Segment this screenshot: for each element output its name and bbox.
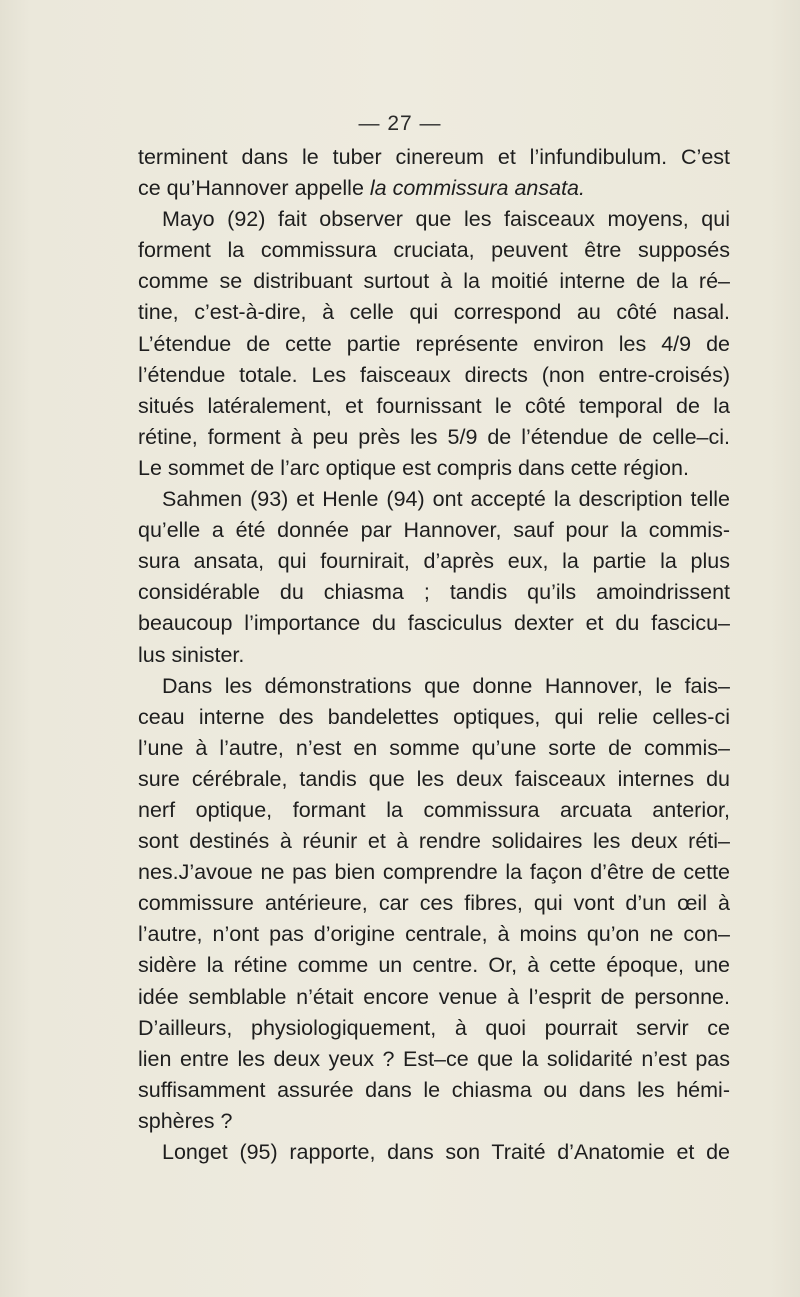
text-line — [138, 733, 730, 764]
text-line — [138, 1044, 730, 1075]
text-line — [138, 235, 730, 266]
text-line-content: qu’elle a été donnée par Hannover, sauf pour la commis- — [138, 518, 730, 543]
text-line — [138, 919, 730, 950]
text-line — [138, 1106, 730, 1137]
text-line — [138, 577, 730, 608]
text-line — [138, 546, 730, 577]
text-line-content: situés latéralement, et fournissant le côté temporal de la — [138, 393, 730, 418]
text-line — [138, 608, 730, 639]
page-number: — 27 — — [358, 112, 442, 135]
text-line — [138, 142, 730, 173]
text-line-content: terminent dans le tuber cinereum et l’infundibulum. C’est — [138, 145, 730, 169]
text-line-content: beaucoup l’importance du fasciculus dexter et du fascicu– — [138, 611, 730, 636]
text-line-content: nes.J’avoue ne pas bien comprendre la façon d’être de cette — [138, 860, 730, 885]
text-line — [138, 360, 730, 391]
text-line — [138, 1013, 730, 1044]
text-line-content: D’ailleurs, physiologiquement, à quoi pourrait servir ce — [138, 1015, 730, 1040]
text-line-content: Sahmen (93) et Henle (94) ont accepté la description telle — [162, 487, 730, 512]
text-line — [138, 204, 730, 235]
text-line-content: considérable du chiasma ; tandis qu’ils amoindrissent — [138, 580, 730, 605]
text-line — [138, 640, 730, 671]
text-line — [138, 795, 730, 826]
text-line-content: suffisamment assurée dans le chiasma ou dans les hémi- — [138, 1077, 730, 1102]
text-line — [138, 266, 730, 297]
text-line-content: sidère la rétine comme un centre. Or, à cette époque, une — [138, 953, 730, 978]
text-line — [138, 484, 730, 515]
text-line — [138, 422, 730, 453]
body-text — [138, 142, 730, 1168]
text-line — [138, 329, 730, 360]
text-line-content: l’étendue totale. Les faisceaux directs (non entre-croisés) — [138, 362, 730, 387]
text-line-content: idée semblable n’était encore venue à l’esprit de personne. — [138, 984, 730, 1009]
text-line — [138, 297, 730, 328]
text-line-content: Longet (95) rapporte, dans son Traité d’Anatomie et de — [162, 1140, 730, 1164]
text-line — [138, 1137, 730, 1168]
text-line-content: sure cérébrale, tandis que les deux faisceaux internes du — [138, 766, 730, 791]
text-line-content: Mayo (92) fait observer que les faisceaux moyens, qui — [162, 207, 730, 232]
text-line-content: sont destinés à réunir et à rendre solidaires les deux réti– — [138, 829, 730, 854]
text-line-content: lus sinister. — [138, 642, 245, 667]
text-line-content: nerf optique, formant la commissura arcuata anterior, — [138, 797, 730, 822]
text-line — [138, 515, 730, 546]
text-line-content: commissure antérieure, car ces fibres, qui vont d’un œil à — [138, 891, 730, 916]
text-line-content: Le sommet de l’arc optique est compris dans cette région. — [138, 455, 689, 480]
text-line — [138, 982, 730, 1013]
text-line-content: l’une à l’autre, n’est en somme qu’une sorte de commis– — [138, 735, 730, 760]
text-line-content: lien entre les deux yeux ? Est–ce que la solidarité n’est pas — [138, 1046, 730, 1071]
text-line — [138, 1075, 730, 1106]
text-line-content: sphères ? — [138, 1108, 233, 1133]
text-line — [138, 826, 730, 857]
text-line-content: forment la commissura cruciata, peuvent être supposés — [138, 238, 730, 263]
text-line — [138, 173, 730, 204]
text-line — [138, 391, 730, 422]
text-line — [138, 764, 730, 795]
text-line — [138, 702, 730, 733]
text-line-content: ce qu’Hannover appelle — [138, 176, 370, 201]
text-line-content: comme se distribuant surtout à la moitié interne de la ré– — [138, 269, 730, 294]
text-line-content: l’autre, n’ont pas d’origine centrale, à moins qu’on ne con– — [138, 922, 730, 947]
text-line-content: L’étendue de cette partie représente environ les 4/9 de — [138, 331, 730, 356]
text-line — [138, 857, 730, 888]
text-line-content: ceau interne des bandelettes optiques, qui relie celles-ci — [138, 704, 730, 729]
text-line — [138, 453, 730, 484]
text-line-content: Dans les démonstrations que donne Hannover, le fais– — [162, 673, 730, 698]
text-line — [138, 950, 730, 981]
text-line — [138, 888, 730, 919]
text-line-content: tine, c’est-à-dire, à celle qui correspond au côté nasal. — [138, 300, 730, 325]
text-line — [138, 671, 730, 702]
text-line-content: sura ansata, qui fournirait, d’après eux, la partie la plus — [138, 549, 730, 574]
italic-term: la commissura ansata. — [369, 176, 585, 201]
text-line-content: rétine, forment à peu près les 5/9 de l’étendue de celle–ci. — [138, 424, 730, 449]
